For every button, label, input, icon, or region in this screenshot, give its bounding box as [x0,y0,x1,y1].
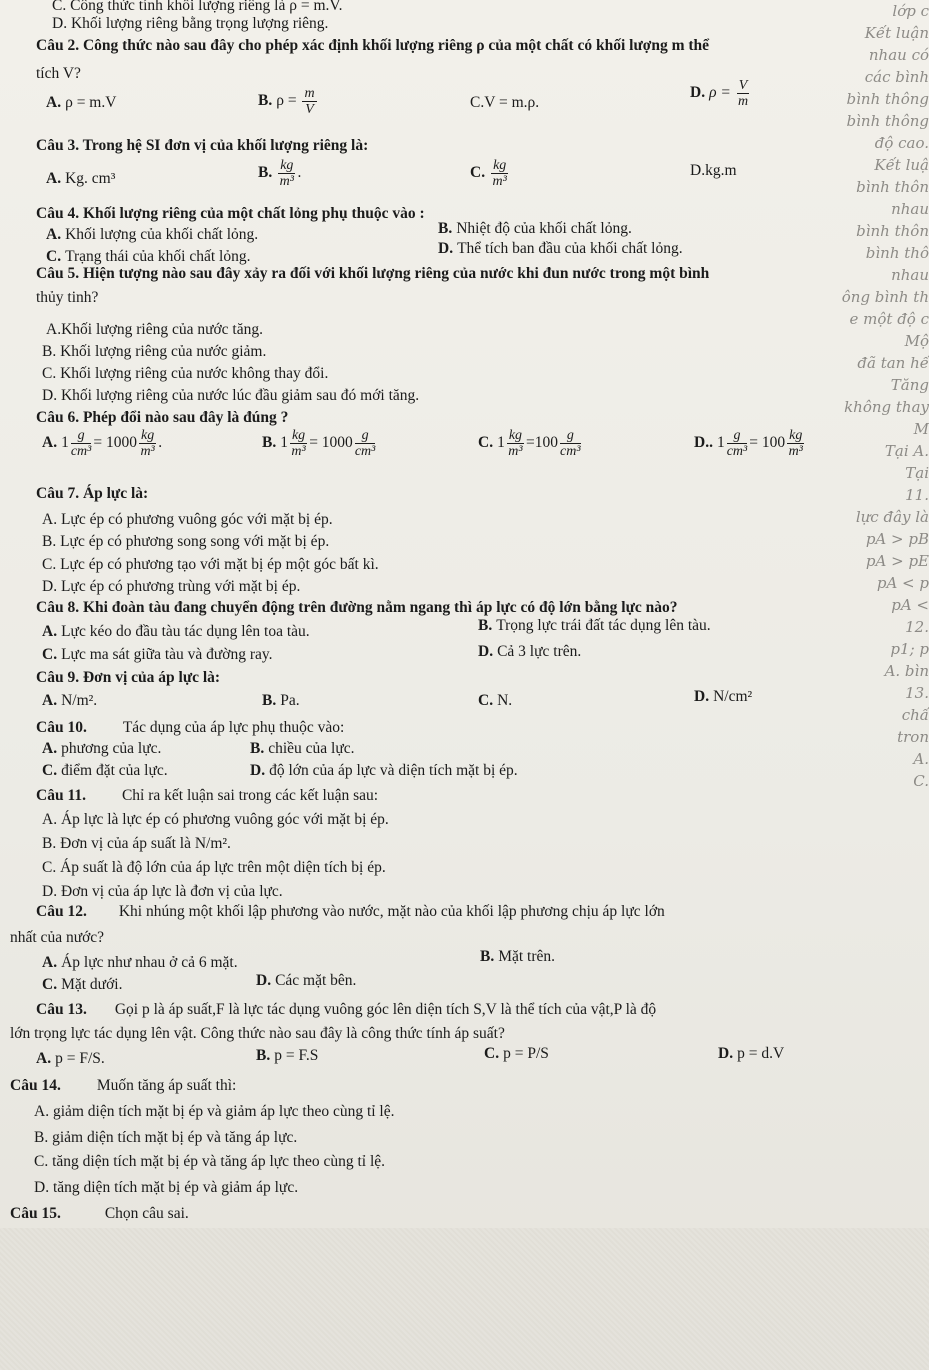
bleed-line: tron [897,728,929,746]
question-4: Câu 4. Khối lượng riêng của một chất lỏng phụ thuộc vào : [36,205,425,222]
question-13: Câu 13. Gọi p là áp suất,F là lực tác dụng vuông góc lên diện tích S,V là thể tích của vật,P là độ [36,1001,657,1018]
question-8: Câu 8. Khi đoàn tàu đang chuyển động trên đường nằm ngang thì áp lực có độ lớn bằng lực nào? [36,599,678,616]
question-12: Câu 12. Khi nhúng một khối lập phương vào nước, mặt nào của khối lập phương chịu áp lực lớn [36,903,665,920]
q6-option-d: D.. 1 $\frac{g}{\text{cm³}}$ = 100 $\frac{kg}{\text{m³}}$ [694,428,803,459]
bleed-line: không thay [844,398,929,416]
question-7: Câu 7. Áp lực là: [36,485,149,502]
question-9: Câu 9. Đơn vị của áp lực là: [36,669,221,686]
bleed-line: ông bình th [841,288,929,306]
question-2-text: Câu 2. Công thức nào sau đây cho phép xác định khối lượng riêng ρ của một chất có khối lượng m thể [36,37,710,54]
q4-option-c: C. Trạng thái của khối chất lỏng. [46,248,251,265]
bleed-line: e một độ c [849,310,929,328]
q14-option-c: C. tăng diện tích mặt bị ép và tăng áp lực theo cùng tỉ lệ. [34,1153,386,1170]
q11-option-a: A. Áp lực là lực ép có phương vuông góc với mặt bị ép. [42,811,389,828]
q6-option-a: A. 1 $\frac{g}{\text{cm³}}$ = 1000 $\frac{kg}{\text{m³}}$ . [42,428,163,459]
q5-option-b: B. Khối lượng riêng của nước giảm. [42,343,267,360]
q13-option-d: D. p = d.V [718,1045,785,1062]
bleed-line: 11. [905,486,929,504]
q10-option-b: B. chiều của lực. [250,740,355,757]
q11-option-b: B. Đơn vị của áp suất là N/m². [42,835,231,852]
q9-option-a: A. N/m². [42,692,98,709]
bleed-line: pA > pE [865,552,929,570]
bleed-line: Tăng [890,376,929,394]
q4-option-d: D. Thể tích ban đầu của khối chất lỏng. [438,240,683,257]
bleed-line: Mộ [904,332,929,350]
q2-option-a: A. ρ = m.V [46,94,117,111]
bleed-line: Kết luận [864,24,929,42]
q3-option-d: D.kg.m [690,162,737,179]
question-5: Câu 5. Hiện tượng nào sau đây xảy ra đối với khối lượng riêng của nước khi đun nước trong một bình [36,265,710,282]
q13-option-c: C. p = P/S [484,1045,549,1062]
q8-option-a: A. Lực kéo do đầu tàu tác dụng lên toa tàu. [42,623,310,640]
q12-option-a: A. Áp lực như nhau ở cả 6 mặt. [42,954,238,971]
q7-option-d: D. Lực ép có phương trùng với mặt bị ép. [42,578,301,595]
q2-option-b: B. ρ = $\frac{m}{V}$ [258,86,315,117]
q6-option-b: B. 1 $\frac{kg}{\text{m³}}$ = 1000 $\frac{g}{\text{cm³}}$ [262,428,376,459]
bleed-line: đã tan hế [857,354,929,372]
q5-option-d: D. Khối lượng riêng của nước lúc đầu giảm sau đó mới tăng. [42,387,420,404]
q6-option-c: C. 1 $\frac{kg}{\text{m³}}$ =100 $\frac{g}{\text{cm³}}$ [478,428,581,459]
q13-option-b: B. p = F.S [256,1047,319,1064]
bleed-line: Kết luậ [874,156,929,174]
q5-option-c: C. Khối lượng riêng của nước không thay đổi. [42,365,329,382]
q7-option-a: A. Lực ép có phương vuông góc với mặt bị ép. [42,511,333,528]
q14-option-a: A. giảm diện tích mặt bị ép và giảm áp lực theo cùng tỉ lệ. [34,1103,395,1120]
q8-option-c: C. Lực ma sát giữa tàu và đường ray. [42,646,273,663]
q11-option-d: D. Đơn vị của áp lực là đơn vị của lực. [42,883,283,900]
paper-texture [0,1228,929,1370]
q3-option-a: A. Kg. cm³ [46,170,116,187]
bleed-line: chấ [901,706,929,724]
q12-option-b: B. Mặt trên. [480,948,556,965]
q8-option-b: B. Trọng lực trái đất tác dụng lên tàu. [478,617,711,634]
bleed-line: A. [913,750,929,768]
bleed-line: bình thôn [856,222,929,240]
q3-option-c: C. $\frac{kg}{\text{m³}}$ [470,158,507,189]
q9-option-b: B. Pa. [262,692,300,709]
bleed-line: độ cao. [874,134,929,152]
question-11: Câu 11. Chỉ ra kết luận sai trong các kết luận sau: [36,787,379,804]
question-5-cont: thủy tinh? [36,289,99,306]
q8-option-d: D. Cả 3 lực trên. [478,643,582,660]
bleed-line: M [913,420,929,438]
q10-option-c: C. điểm đặt của lực. [42,762,168,779]
q14-option-b: B. giảm diện tích mặt bị ép và tăng áp lực. [34,1129,298,1146]
bleed-line: lực đây là [855,508,929,526]
q10-option-d: D. độ lớn của áp lực và diện tích mặt bị ép. [250,762,518,779]
bleed-line: C. [913,772,929,790]
prev-option-d: D. Khối lượng riêng bằng trọng lượng riêng. [52,15,329,32]
bleed-line: bình thô [865,244,929,262]
bleed-line: bình thông [846,90,929,108]
bleed-line: lớp c [892,2,929,20]
question-12-cont: nhất của nước? [10,929,105,946]
q14-option-d: D. tăng diện tích mặt bị ép và giảm áp lực. [34,1179,299,1196]
q5-option-a: A.Khối lượng riêng của nước tăng. [46,321,263,338]
bleed-line: A. bìn [884,662,929,680]
q12-option-d: D. Các mặt bên. [256,972,357,989]
question-13-cont: lớn trọng lực tác dụng lên vật. Công thức nào sau đây là công thức tính áp suất? [10,1025,505,1042]
question-15: Câu 15. Chọn câu sai. [10,1205,189,1222]
q4-option-a: A. Khối lượng của khối chất lỏng. [46,226,259,243]
q7-option-c: C. Lực ép có phương tạo với mặt bị ép một góc bất kì. [42,556,379,573]
bleed-line: Tại A. [884,442,929,460]
bleed-line: nhau có [868,46,929,64]
q9-option-c: C. N. [478,692,513,709]
q11-option-c: C. Áp suất là độ lớn của áp lực trên một diện tích bị ép. [42,859,386,876]
question-6: Câu 6. Phép đổi nào sau đây là đúng ? [36,409,289,426]
q10-option-a: A. phương của lực. [42,740,162,757]
q7-option-b: B. Lực ép có phương song song với mặt bị ép. [42,533,330,550]
bleed-line: nhau [891,266,929,284]
bleed-line: nhau [891,200,929,218]
bleed-through-text [837,0,929,1000]
bleed-line: pA > pB [865,530,929,548]
q9-option-d: D. N/cm² [694,688,753,705]
q3-option-b: B. $\frac{kg}{\text{m³}}$ . [258,158,302,189]
bleed-line: bình thôn [856,178,929,196]
q4-option-b: B. Nhiệt độ của khối chất lỏng. [438,220,632,237]
bleed-line: p1; p [890,640,929,658]
question-2 [36,36,709,56]
bleed-line: Tại [905,464,929,482]
q13-option-a: A. p = F/S. [36,1050,105,1067]
question-14: Câu 14. Muốn tăng áp suất thì: [10,1077,237,1094]
q12-option-c: C. Mặt dưới. [42,976,123,993]
bleed-line: 13. [905,684,929,702]
q2-option-d: D. ρ = $\frac{V}{m}$ [690,78,749,109]
bleed-line: 12. [905,618,929,636]
q2-option-c: C.V = m.ρ. [470,94,540,111]
bleed-line: pA < p [876,574,929,592]
prev-option-c: C. Công thức tính khối lượng riêng là ρ = m.V. [52,0,343,14]
question-2-cont: tích V? [36,65,81,82]
bleed-line: bình thông [846,112,929,130]
question-3: Câu 3. Trong hệ SI đơn vị của khối lượng riêng là: [36,137,369,154]
bleed-line: các bình [864,68,929,86]
question-10: Câu 10. Tác dụng của áp lực phụ thuộc vào: [36,719,345,736]
bleed-line: pA < [891,596,929,614]
